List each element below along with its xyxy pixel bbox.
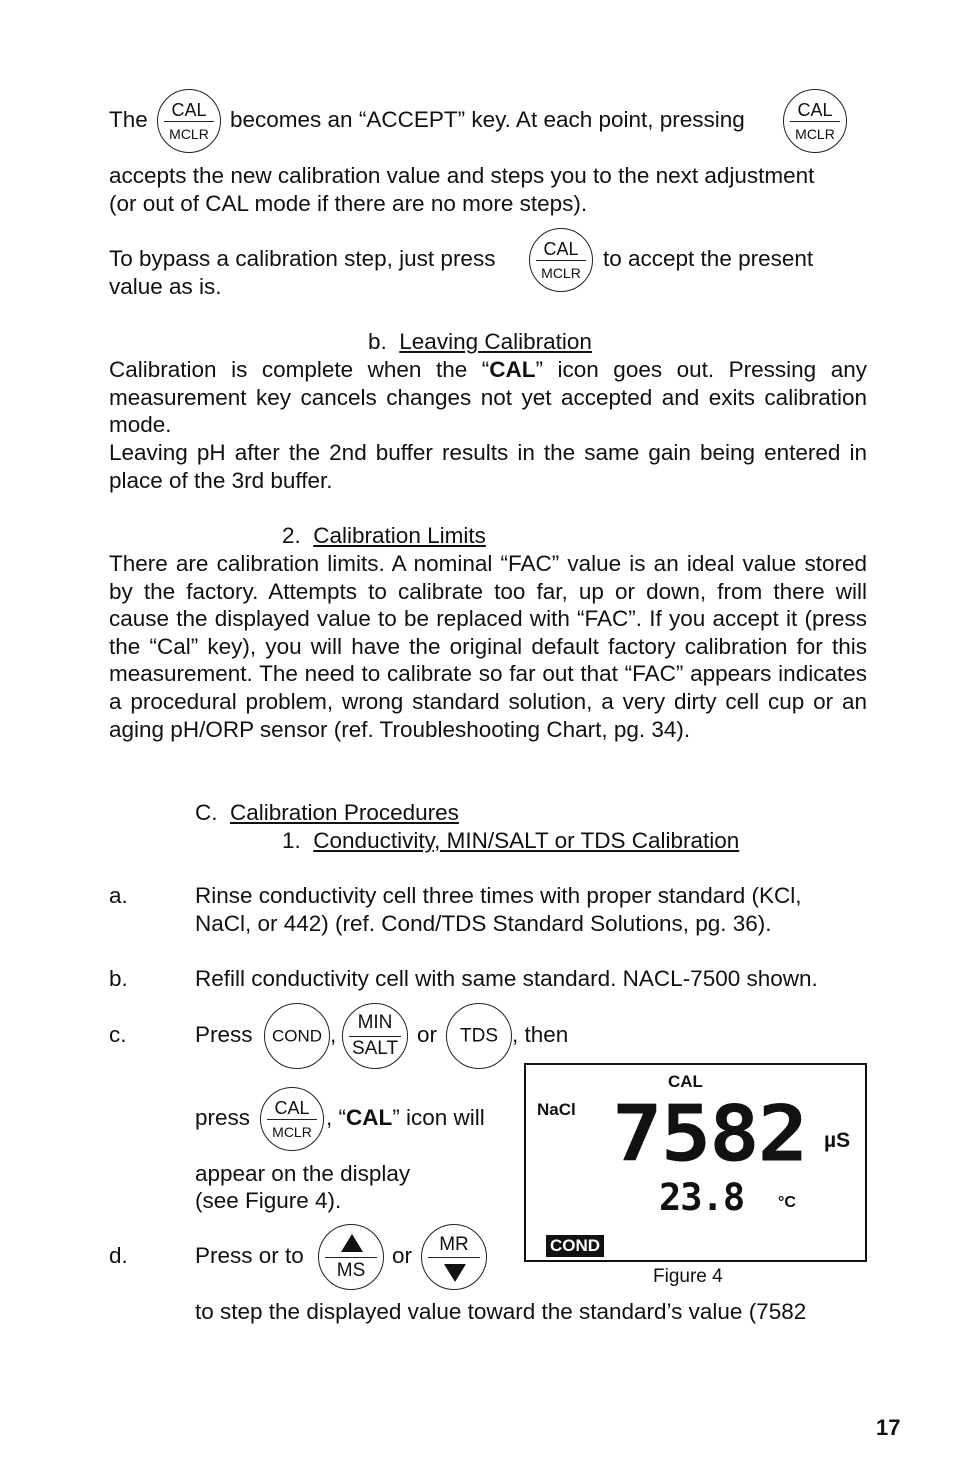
lcd-temp-unit: °C: [778, 1194, 796, 1211]
lcd-main-value: 7582: [612, 1088, 807, 1179]
step-a-line1: Rinse conductivity cell three times with proper standard (KCl,: [195, 883, 802, 908]
para1-line1: [109, 106, 148, 134]
para2-post: to accept the present: [603, 246, 814, 271]
limits-heading-text: Calibration Limits: [313, 523, 486, 548]
key-label-cal: CAL: [543, 239, 579, 259]
step-c-press: Press: [195, 1022, 253, 1047]
key-label-cal: CAL: [797, 100, 833, 120]
key-label-mclr: MCLR: [795, 126, 835, 142]
step-c-or: or: [417, 1022, 438, 1047]
lcd-cal-icon: CAL: [668, 1072, 703, 1091]
leaving-heading: [368, 328, 592, 356]
cal-mclr-key-1: [157, 89, 221, 153]
key-label-salt: SALT: [351, 1038, 399, 1059]
limits-paragraph: There are calibration limits. A nominal “FAC” value is an ideal value stored by the factory. Attempts to calibrate too far, up or down, from there will cause the displayed value to be replaced with “FAC”. If you accept it (press the “Cal” key), you will have the original default factory calibration for this measurement. The need to calibrate so far out that “FAC” appears indicates a procedural problem, wrong standard solution, a very dirty cell cup or an aging pH/ORP sensor (ref. Troubleshooting Chart, pg. 34).: [109, 551, 867, 742]
leaving-p1-a: Calibration is complete when the “: [109, 357, 490, 382]
para1-mid-text: becomes an “ACCEPT” key. At each point, pressing: [230, 107, 745, 132]
step-d-label: d.: [109, 1243, 128, 1268]
up-ms-key: [318, 1224, 384, 1290]
lcd-unit-label: µS: [824, 1129, 851, 1152]
procedures-heading-prefix: C.: [195, 800, 218, 825]
key-label-mclr: MCLR: [272, 1124, 312, 1140]
leaving-heading-prefix: b.: [368, 329, 387, 354]
leaving-paragraph-2: Leaving pH after the 2nd buffer results in the same gain being entered in place of the 3rd buffer.: [109, 440, 867, 493]
leaving-heading-text: Leaving Calibration: [399, 329, 592, 354]
leaving-paragraph-1: [109, 356, 867, 439]
lcd-mode-badge: COND: [546, 1235, 604, 1257]
step-a-line2: NaCl, or 442) (ref. Cond/TDS Standard Solutions, pg. 36).: [195, 911, 772, 936]
page-number: 17: [876, 1415, 901, 1440]
leaving-p1-bold: CAL: [489, 357, 536, 382]
min-salt-key: [342, 1003, 408, 1069]
step-c2-press: press: [195, 1105, 251, 1130]
para1-mid: [230, 106, 745, 134]
procedures-sub-text: Conductivity, MIN/SALT or TDS Calibration: [313, 828, 740, 853]
procedures-heading-text: Calibration Procedures: [230, 800, 459, 825]
key-label-cal: CAL: [171, 100, 207, 120]
key-label-tds: TDS: [460, 1025, 498, 1047]
figure-4-lcd-display: [524, 1063, 867, 1262]
down-arrow-icon: [444, 1264, 466, 1282]
key-label-ms: MS: [336, 1260, 366, 1281]
limits-heading-prefix: 2.: [282, 523, 301, 548]
para1-line2: accepts the new calibration value and steps you to the next adjustment: [109, 163, 815, 188]
key-label-mclr: MCLR: [541, 265, 581, 281]
step-b-text: Refill conductivity cell with same standard. NACL-7500 shown.: [195, 966, 818, 991]
step-c2-text: [326, 1104, 485, 1132]
key-label-cal: CAL: [274, 1098, 310, 1118]
key-label-mclr: MCLR: [169, 126, 209, 142]
step-c-then: , then: [512, 1022, 569, 1047]
para1-the: The: [109, 107, 148, 132]
key-label-cond: COND: [271, 1026, 323, 1046]
key-label-mr: MR: [439, 1234, 469, 1255]
cal-mclr-key-3: [529, 228, 593, 292]
step-c-label: c.: [109, 1022, 127, 1047]
mr-down-key: [421, 1224, 487, 1290]
step-d-last: to step the displayed value toward the standard’s value (7582: [195, 1299, 807, 1324]
cal-mclr-key-2: [783, 89, 847, 153]
tds-key: [446, 1003, 512, 1069]
step-c2-a: , “: [326, 1105, 346, 1130]
step-c-comma: ,: [330, 1022, 337, 1047]
leaving-p1-b: ” icon goes out. Pressing any measurement key cancels changes not yet accepted and exits calibration mode.: [109, 357, 867, 438]
lcd-temp-value: 23.8: [659, 1176, 745, 1219]
lcd-nacl-label: NaCl: [537, 1100, 576, 1119]
procedures-sub-prefix: 1.: [282, 828, 301, 853]
para1-line3: (or out of CAL mode if there are no more steps).: [109, 191, 588, 216]
limits-heading: [282, 522, 486, 550]
step-a-label: a.: [109, 883, 128, 908]
cal-mclr-key-4: [260, 1087, 324, 1151]
up-arrow-icon: [341, 1234, 363, 1252]
step-c3-line1: appear on the display: [195, 1161, 411, 1186]
para2-line2: value as is.: [109, 274, 222, 299]
step-c2-bold: CAL: [346, 1105, 393, 1130]
step-d-press: Press or to: [195, 1243, 304, 1268]
step-c2-b: ” icon will: [392, 1105, 485, 1130]
para2-pre: To bypass a calibration step, just press: [109, 246, 496, 271]
step-b-label: b.: [109, 966, 128, 991]
step-c3-line2: (see Figure 4).: [195, 1188, 342, 1213]
cond-key: [264, 1003, 330, 1069]
key-label-min: MIN: [357, 1012, 393, 1033]
figure-caption: Figure 4: [653, 1266, 723, 1287]
procedures-heading: [195, 799, 459, 827]
procedures-subheading: [282, 827, 739, 855]
step-d-or: or: [392, 1243, 413, 1268]
